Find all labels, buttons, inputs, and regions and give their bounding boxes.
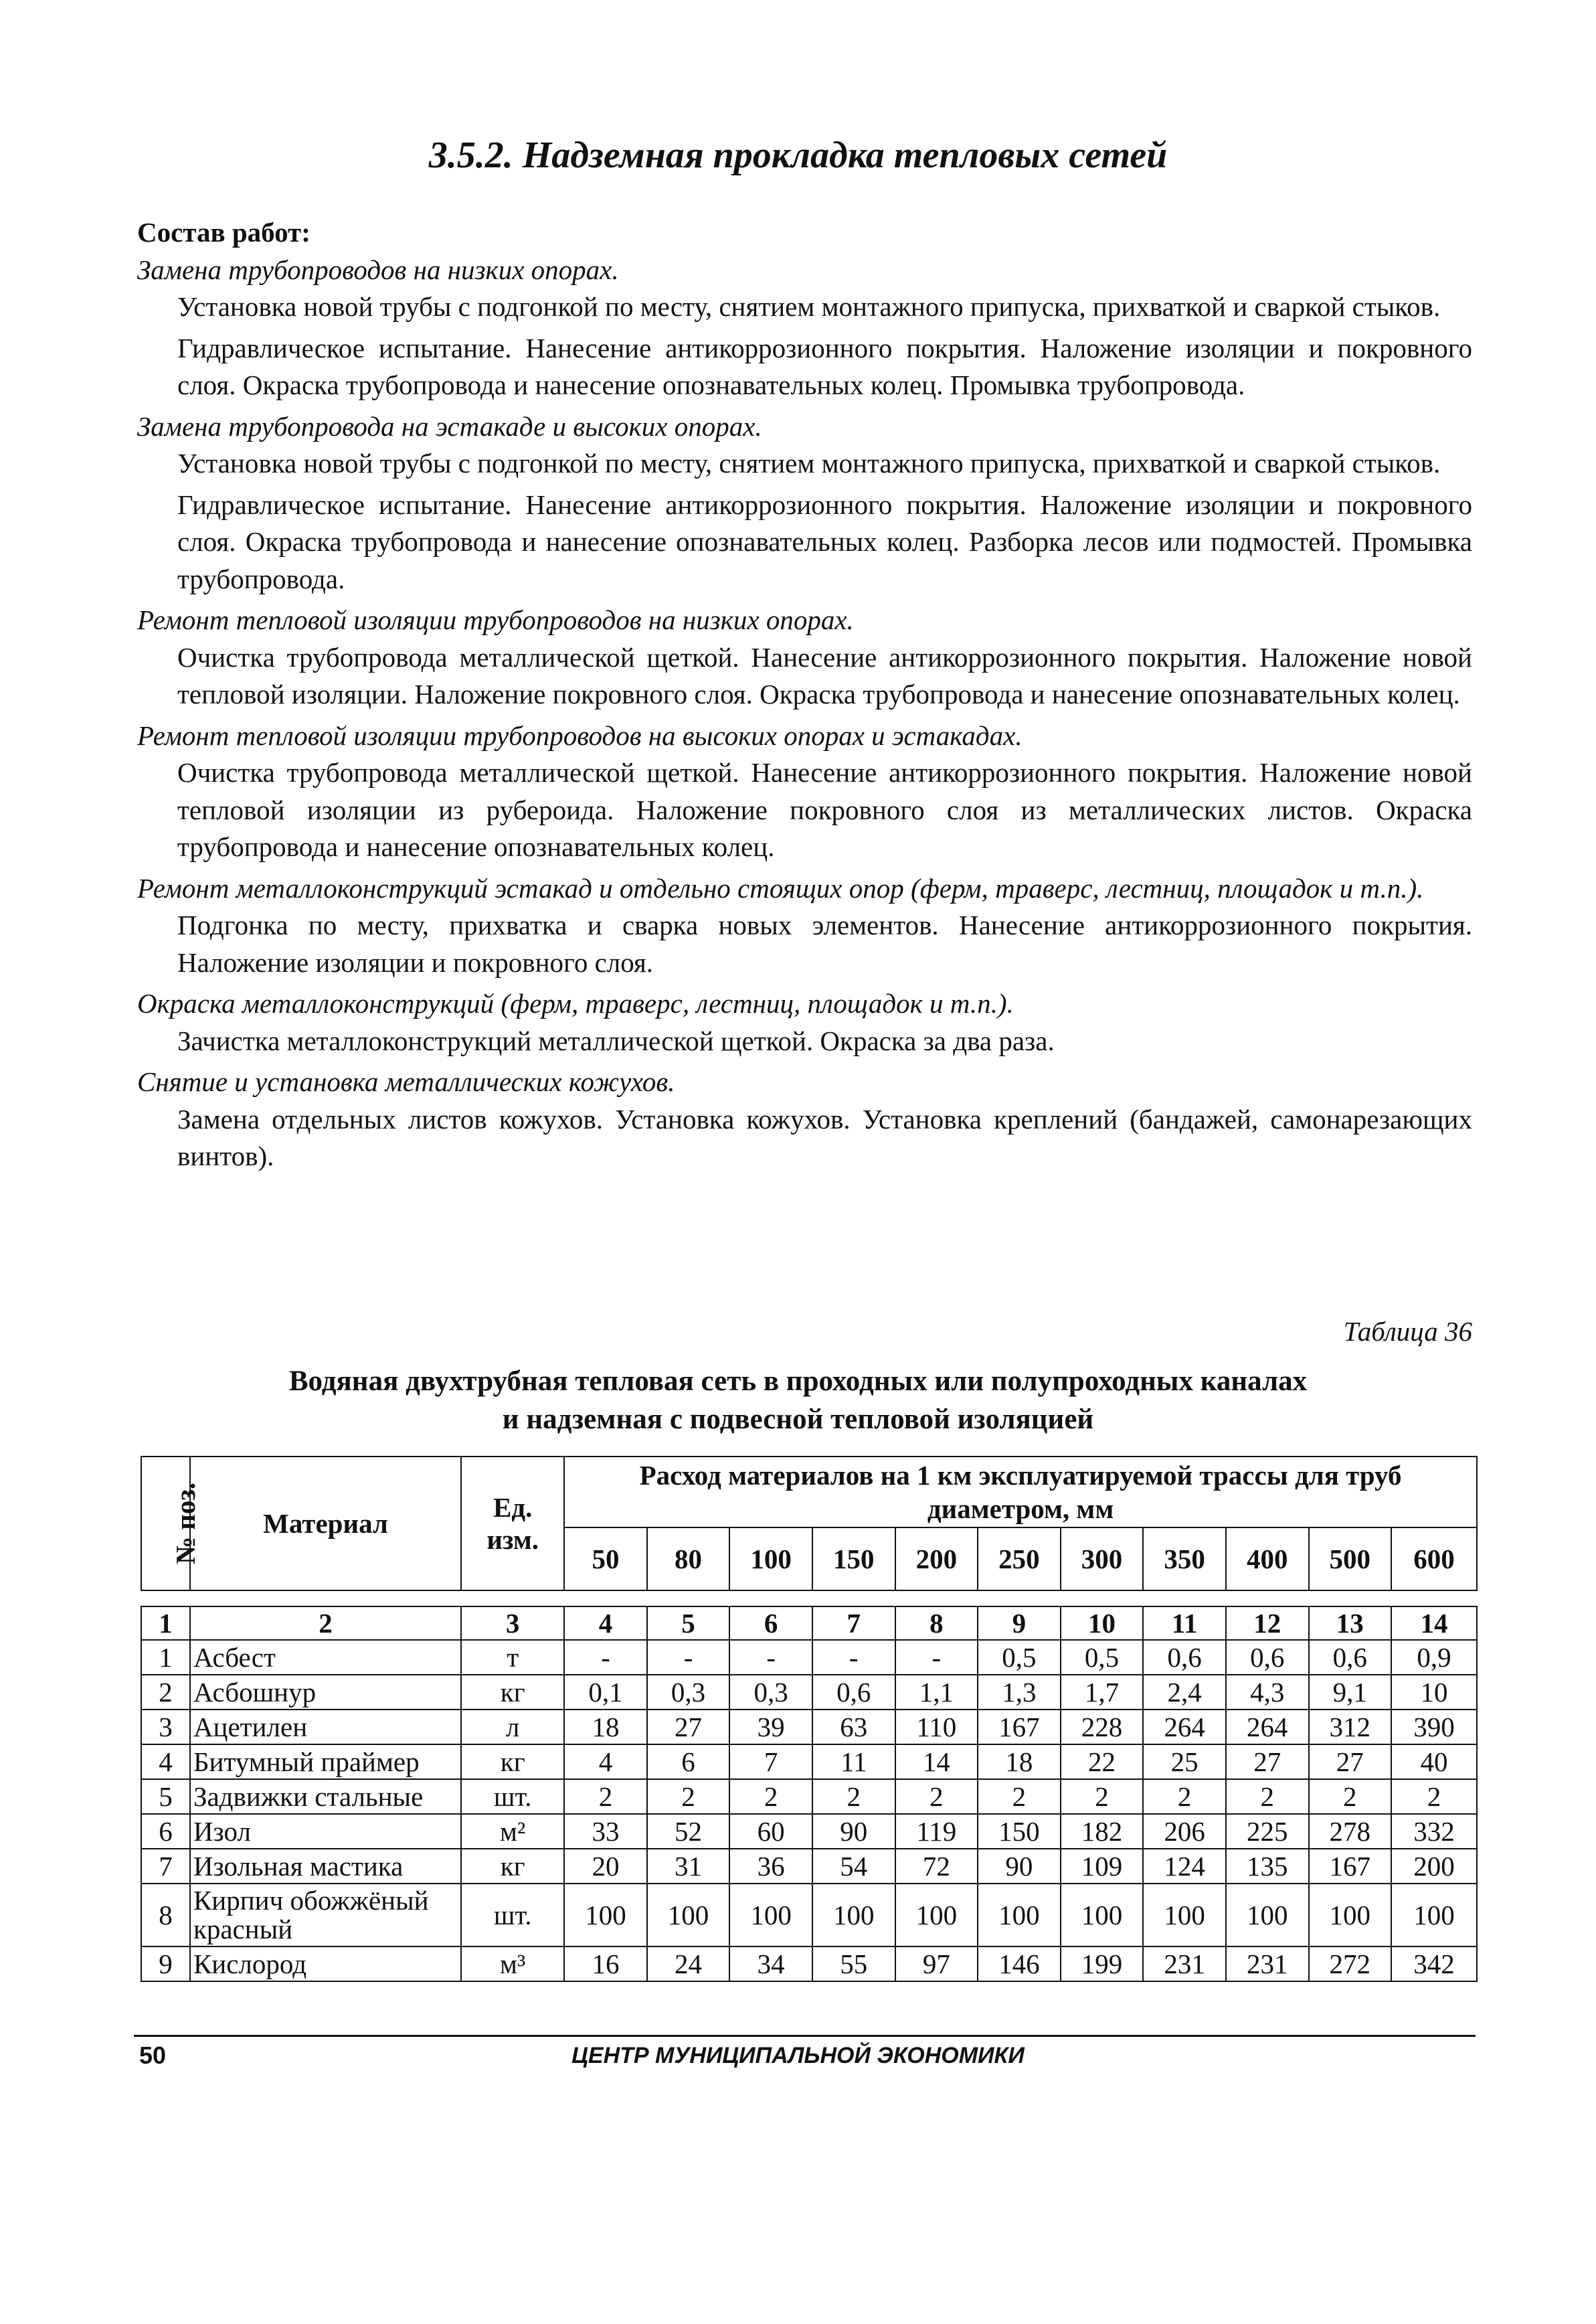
row-unit: кг	[461, 1849, 564, 1884]
header-diameter: 80	[647, 1527, 730, 1590]
row-pos: 4	[141, 1744, 190, 1779]
column-number: 10	[1061, 1606, 1144, 1640]
row-value: 2	[564, 1779, 647, 1814]
row-pos: 7	[141, 1849, 190, 1884]
row-value: -	[812, 1640, 895, 1675]
row-value: 200	[1391, 1849, 1477, 1884]
row-value: 1,1	[895, 1675, 978, 1710]
footer-rule	[134, 2035, 1476, 2037]
row-value: 4	[564, 1744, 647, 1779]
row-value: 27	[1226, 1744, 1309, 1779]
row-value: 167	[1309, 1849, 1392, 1884]
row-value: 55	[812, 1946, 895, 1981]
row-value: 100	[1309, 1884, 1392, 1946]
row-value: 2	[647, 1779, 730, 1814]
row-pos: 2	[141, 1675, 190, 1710]
row-value: 22	[1061, 1744, 1144, 1779]
table-row	[141, 1675, 1477, 1710]
row-value: 0,1	[564, 1675, 647, 1710]
row-value: 2	[729, 1779, 812, 1814]
work-subtitle: Снятие и установка металлических кожухов.	[137, 1066, 675, 1097]
row-pos: 3	[141, 1710, 190, 1744]
row-material: Ацетилен	[190, 1710, 461, 1744]
row-value: 27	[647, 1710, 730, 1744]
section-title: 3.5.2. Надземная прокладка тепловых сетей	[428, 135, 1168, 176]
work-subtitle: Ремонт тепловой изоляции трубопроводов на низких опорах.	[137, 604, 854, 635]
row-value: 231	[1143, 1946, 1226, 1981]
row-value: 2	[1143, 1779, 1226, 1814]
row-value: 124	[1143, 1849, 1226, 1884]
row-value: 342	[1391, 1946, 1477, 1981]
row-unit: кг	[461, 1675, 564, 1710]
page-number: 50	[139, 2042, 167, 2069]
row-value: 9,1	[1309, 1675, 1392, 1710]
row-value: 0,6	[1309, 1640, 1392, 1675]
row-unit: кг	[461, 1744, 564, 1779]
table-row	[141, 1849, 1477, 1884]
row-value: 10	[1391, 1675, 1477, 1710]
row-value: 24	[647, 1946, 730, 1981]
row-value: 0,5	[1061, 1640, 1144, 1675]
column-number: 9	[978, 1606, 1061, 1640]
work-paragraph: Подгонка по месту, прихватка и сварка новых элементов. Нанесение антикоррозионного покрытия. Наложение изоляции и покровного слоя.	[177, 910, 1472, 978]
work-paragraph: Гидравлическое испытание. Нанесение антикоррозионного покрытия. Наложение изоляции и покровного слоя. Окраска трубопровода и нанесение опознавательных колец. Промывка трубопровода.	[177, 332, 1472, 400]
row-value: 100	[1143, 1884, 1226, 1946]
row-value: 39	[729, 1710, 812, 1744]
row-unit: л	[461, 1710, 564, 1744]
work-paragraph: Замена отдельных листов кожухов. Установка кожухов. Установка креплений (бандажей, самонарезающих винтов).	[177, 1103, 1472, 1171]
row-value: 206	[1143, 1814, 1226, 1849]
row-pos: 9	[141, 1946, 190, 1981]
work-paragraph: Установка новой трубы с подгонкой по месту, снятием монтажного припуска, прихваткой и сваркой стыков.	[177, 448, 1441, 479]
row-unit: м²	[461, 1814, 564, 1849]
row-pos: 8	[141, 1884, 190, 1946]
row-value: 264	[1143, 1710, 1226, 1744]
table-row	[141, 1640, 1477, 1675]
row-value: 6	[647, 1744, 730, 1779]
header-diameter: 250	[978, 1527, 1061, 1590]
table-row	[141, 1884, 1477, 1946]
column-number: 12	[1226, 1606, 1309, 1640]
row-value: 231	[1226, 1946, 1309, 1981]
row-value: 0,6	[1143, 1640, 1226, 1675]
row-unit: м³	[461, 1946, 564, 1981]
work-subtitle: Ремонт тепловой изоляции трубопроводов на высоких опорах и эстакадах.	[137, 720, 1023, 751]
row-value: 228	[1061, 1710, 1144, 1744]
row-value: 100	[1061, 1884, 1144, 1946]
table-row	[141, 1946, 1477, 1981]
row-value: 150	[978, 1814, 1061, 1849]
work-paragraph: Гидравлическое испытание. Нанесение антикоррозионного покрытия. Наложение изоляции и покровного слоя. Окраска трубопровода и нанесение опознавательных колец. Разборка лесов или подмостей. Промывка трубопровода.	[177, 489, 1472, 594]
row-value: 2	[1391, 1779, 1477, 1814]
table-row	[141, 1710, 1477, 1744]
row-material: Изол	[190, 1814, 461, 1849]
column-number: 4	[564, 1606, 647, 1640]
row-value: 60	[729, 1814, 812, 1849]
row-value: 18	[564, 1710, 647, 1744]
row-material: Асбошнур	[190, 1675, 461, 1710]
row-value: 63	[812, 1710, 895, 1744]
row-value: 90	[812, 1814, 895, 1849]
row-value: 0,3	[647, 1675, 730, 1710]
row-value: 264	[1226, 1710, 1309, 1744]
row-value: 16	[564, 1946, 647, 1981]
table-row	[141, 1814, 1477, 1849]
row-value: -	[564, 1640, 647, 1675]
row-value: 100	[1226, 1884, 1309, 1946]
row-value: 31	[647, 1849, 730, 1884]
header-diameter: 350	[1143, 1527, 1226, 1590]
row-value: 2,4	[1143, 1675, 1226, 1710]
header-diameter: 600	[1391, 1527, 1477, 1590]
column-number: 1	[141, 1606, 190, 1640]
row-value: 0,5	[978, 1640, 1061, 1675]
column-number: 3	[461, 1606, 564, 1640]
row-value: 225	[1226, 1814, 1309, 1849]
row-value: 97	[895, 1946, 978, 1981]
work-paragraph: Очистка трубопровода металлической щеткой. Нанесение антикоррозионного покрытия. Наложение новой тепловой изоляции из рубероида. Наложение покровного слоя из металлических листов. Окраска трубопровода и нанесение опознавательных колец.	[177, 757, 1472, 862]
column-number: 2	[190, 1606, 461, 1640]
row-value: 110	[895, 1710, 978, 1744]
row-material: Асбест	[190, 1640, 461, 1675]
row-value: 4,3	[1226, 1675, 1309, 1710]
footer-organization: ЦЕНТР МУНИЦИПАЛЬНОЙ ЭКОНОМИКИ	[571, 2043, 1025, 2068]
row-value: 100	[895, 1884, 978, 1946]
row-value: 100	[564, 1884, 647, 1946]
row-unit: т	[461, 1640, 564, 1675]
row-value: 0,6	[1226, 1640, 1309, 1675]
row-material: Битумный праймер	[190, 1744, 461, 1779]
header-pos: № поз.	[141, 1457, 190, 1590]
row-material: Кирпич обожжёный красный	[190, 1884, 461, 1946]
row-value: 27	[1309, 1744, 1392, 1779]
row-value: 100	[1391, 1884, 1477, 1946]
column-number: 5	[647, 1606, 730, 1640]
row-value: 40	[1391, 1744, 1477, 1779]
work-composition	[137, 214, 1472, 1179]
header-unit: Ед. изм.	[461, 1457, 564, 1590]
row-value: 278	[1309, 1814, 1392, 1849]
work-subtitle: Окраска металлоконструкций (ферм, траверс, лестниц, площадок и т.п.).	[137, 988, 1014, 1019]
row-value: 182	[1061, 1814, 1144, 1849]
work-paragraph: Зачистка металлоконструкций металлической щеткой. Окраска за два раза.	[177, 1025, 1055, 1056]
work-subtitle: Ремонт металлоконструкций эстакад и отдельно стоящих опор (ферм, траверс, лестниц, площадок и т.п.).	[137, 872, 1424, 904]
row-value: 146	[978, 1946, 1061, 1981]
row-value: 100	[729, 1884, 812, 1946]
row-value: 100	[812, 1884, 895, 1946]
work-heading: Состав работ:	[137, 217, 311, 248]
row-pos: 5	[141, 1779, 190, 1814]
row-value: 7	[729, 1744, 812, 1779]
row-value: 272	[1309, 1946, 1392, 1981]
header-diameter: 400	[1226, 1527, 1309, 1590]
row-value: 167	[978, 1710, 1061, 1744]
row-value: 25	[1143, 1744, 1226, 1779]
row-value: 34	[729, 1946, 812, 1981]
row-value: 2	[895, 1779, 978, 1814]
row-value: 2	[812, 1779, 895, 1814]
row-value: 2	[978, 1779, 1061, 1814]
row-pos: 6	[141, 1814, 190, 1849]
row-value: 199	[1061, 1946, 1144, 1981]
header-diameter: 300	[1061, 1527, 1144, 1590]
table-title	[0, 1362, 1596, 1438]
table-caption: Таблица 36	[1343, 1316, 1472, 1347]
table-title-line: и надземная с подвесной тепловой изоляцией	[502, 1404, 1094, 1435]
work-paragraph: Установка новой трубы с подгонкой по месту, снятием монтажного припуска, прихваткой и сваркой стыков.	[177, 291, 1441, 322]
table-row	[141, 1744, 1477, 1779]
row-value: 0,6	[812, 1675, 895, 1710]
row-value: 2	[1061, 1779, 1144, 1814]
row-value: 332	[1391, 1814, 1477, 1849]
header-diameter: 500	[1309, 1527, 1392, 1590]
header-material: Материал	[190, 1457, 461, 1590]
column-number: 6	[729, 1606, 812, 1640]
row-value: 54	[812, 1849, 895, 1884]
work-subtitle: Замена трубопроводов на низких опорах.	[137, 254, 619, 285]
column-number: 7	[812, 1606, 895, 1640]
row-value: 0,9	[1391, 1640, 1477, 1675]
table-title-line: Водяная двухтрубная тепловая сеть в проходных или полупроходных каналах	[288, 1365, 1308, 1397]
row-value: 135	[1226, 1849, 1309, 1884]
row-value: 14	[895, 1744, 978, 1779]
row-value: 2	[1309, 1779, 1392, 1814]
header-expense: Расход материалов на 1 км эксплуатируемой трассы для труб диаметром, мм	[564, 1457, 1477, 1527]
row-value: 100	[647, 1884, 730, 1946]
header-diameter: 50	[564, 1527, 647, 1590]
row-value: -	[895, 1640, 978, 1675]
row-value: 312	[1309, 1710, 1392, 1744]
row-value: 72	[895, 1849, 978, 1884]
row-pos: 1	[141, 1640, 190, 1675]
row-value: 100	[978, 1884, 1061, 1946]
header-diameter: 100	[729, 1527, 812, 1590]
row-value: 1,7	[1061, 1675, 1144, 1710]
row-value: 52	[647, 1814, 730, 1849]
row-unit: шт.	[461, 1884, 564, 1946]
row-value: 33	[564, 1814, 647, 1849]
row-value: 390	[1391, 1710, 1477, 1744]
row-unit: шт.	[461, 1779, 564, 1814]
row-value: 2	[1226, 1779, 1309, 1814]
work-subtitle: Замена трубопровода на эстакаде и высоких опорах.	[137, 410, 762, 442]
row-material: Кислород	[190, 1946, 461, 1981]
materials-table	[141, 1456, 1478, 1982]
row-value: 119	[895, 1814, 978, 1849]
column-number: 13	[1309, 1606, 1392, 1640]
row-value: 0,3	[729, 1675, 812, 1710]
row-value: -	[647, 1640, 730, 1675]
row-value: 20	[564, 1849, 647, 1884]
table-row	[141, 1779, 1477, 1814]
row-material: Изольная мастика	[190, 1849, 461, 1884]
row-value: 90	[978, 1849, 1061, 1884]
row-value: 109	[1061, 1849, 1144, 1884]
row-value: 18	[978, 1744, 1061, 1779]
header-diameter: 150	[812, 1527, 895, 1590]
row-material: Задвижки стальные	[190, 1779, 461, 1814]
header-diameter: 200	[895, 1527, 978, 1590]
row-value: 11	[812, 1744, 895, 1779]
column-number: 8	[895, 1606, 978, 1640]
row-value: 36	[729, 1849, 812, 1884]
column-number: 11	[1143, 1606, 1226, 1640]
row-value: 1,3	[978, 1675, 1061, 1710]
work-paragraph: Очистка трубопровода металлической щеткой. Нанесение антикоррозионного покрытия. Наложение новой тепловой изоляции. Наложение покровного слоя. Окраска трубопровода и нанесение опознавательных колец.	[177, 641, 1472, 710]
row-value: -	[729, 1640, 812, 1675]
column-number: 14	[1391, 1606, 1477, 1640]
